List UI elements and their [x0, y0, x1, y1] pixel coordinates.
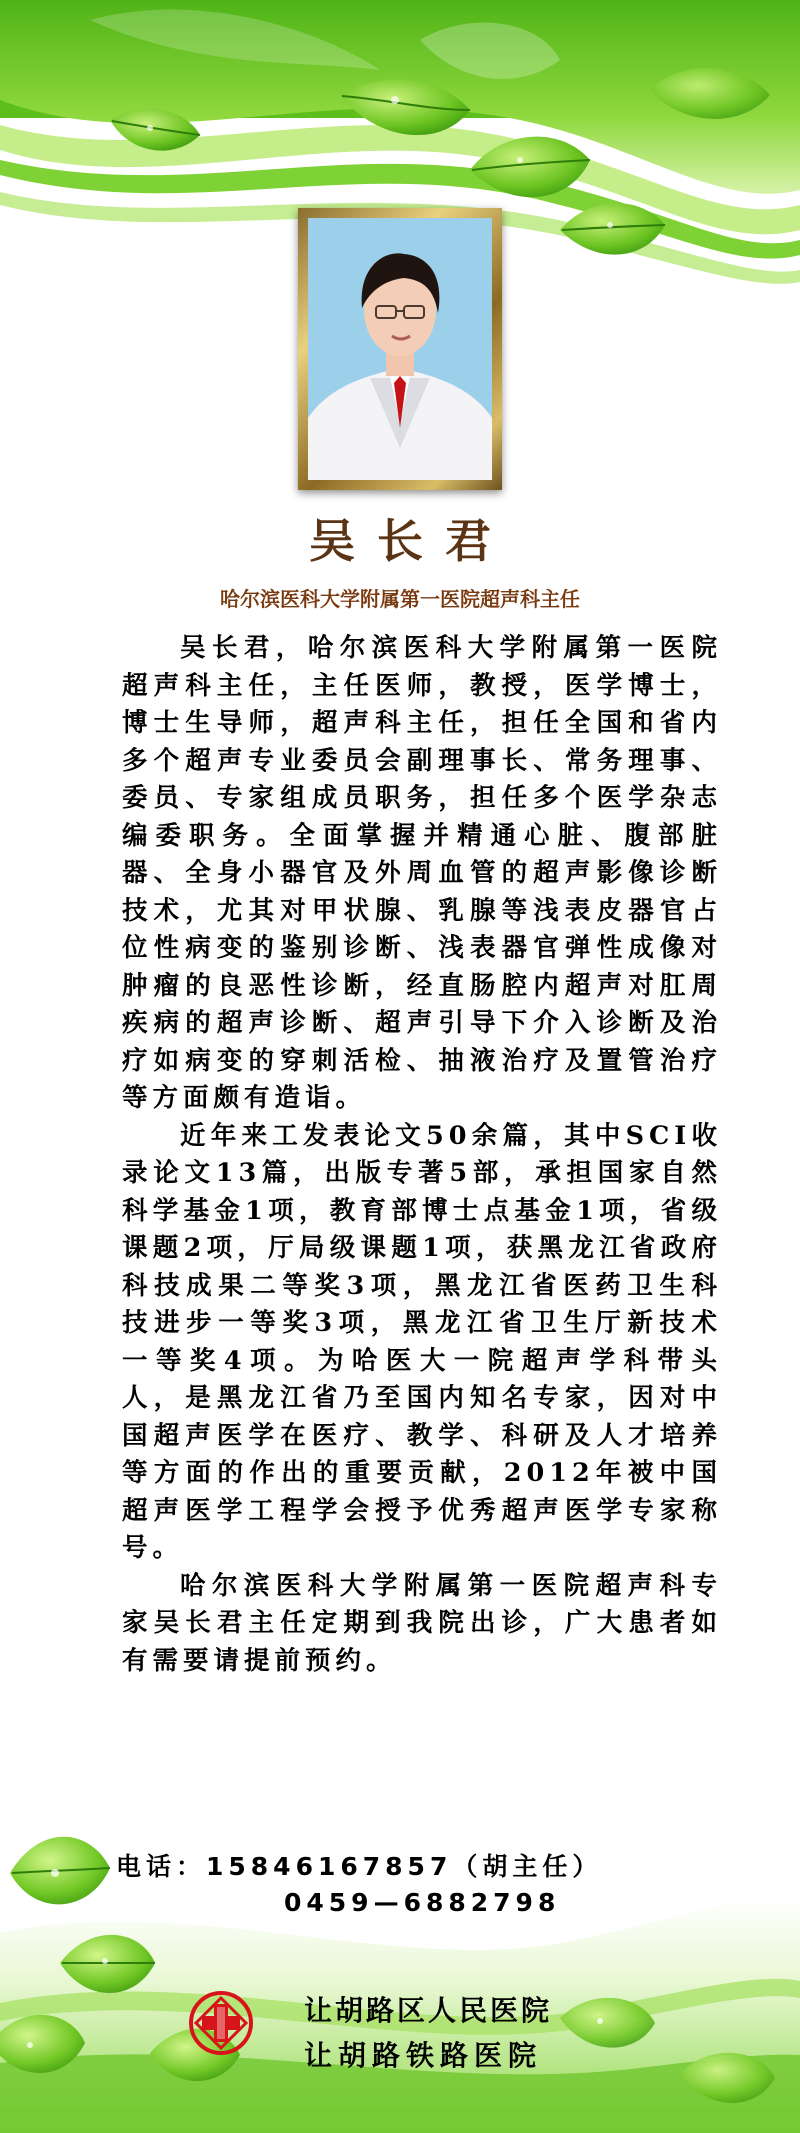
biography: [122, 630, 722, 1680]
hospital-name-1: 让胡路区人民医院: [304, 1994, 553, 2027]
bio-paragraph-2: 近年来工发表论文50余篇，其中SCI收录论文13篇，出版专著5部，承担国家自然科学基金1项，教育部博士点基金1项，省级课题2项，厅局级课题1项，获黑龙江省政府科技成果二等奖3项，黑龙江省医药卫生科技进步一等奖3项，黑龙江省卫生厅新技术一等奖4项。为哈医大一院超声学科带头人，是黑龙江省乃至国内知名专家，因对中国超声医学在医疗、教学、科研及人才培养等方面的作出的重要贡献，2012年被中国超声医学工程学会授予优秀超声医学专家称号。: [122, 1120, 722, 1563]
bio-paragraph-3: 哈尔滨医科大学附属第一医院超声科专家吴长君主任定期到我院出诊，广大患者如有需要请提前预约。: [122, 1570, 722, 1676]
bottom-leaf-decoration: [0, 1793, 800, 2133]
phone-line: 电话：15846167857（胡主任）: [116, 1852, 603, 1881]
portrait-illustration: [308, 218, 492, 480]
bio-paragraph-1: 吴长君，哈尔滨医科大学附属第一医院超声科主任，主任医师，教授，医学博士，博士生导师，超声科主任，担任全国和省内多个超声专业委员会副理事长、常务理事、委员、专家组成员职务，担任多个医学杂志编委职务。全面掌握并精通心脏、腹部脏器、全身小器官及外周血管的超声影像诊断技术，尤其对甲状腺、乳腺等浅表皮器官占位性病变的鉴别诊断、浅表器官弹性成像对肿瘤的良恶性诊断，经直肠腔内超声对肛周疾病的超声诊断、超声引导下介入诊断及治疗如病变的穿刺活检、抽液治疗及置管治疗等方面颇有造诣。: [122, 633, 722, 1113]
hospital-name-2: 让胡路铁路医院: [304, 2039, 543, 2072]
photo-frame: [298, 208, 502, 490]
phone-alt: 0459—6882798: [284, 1888, 561, 1917]
doctor-name: 吴长君: [309, 514, 513, 568]
red-cross-logo-icon: [188, 1990, 254, 2056]
doctor-title: 哈尔滨医科大学附属第一医院超声科主任: [220, 587, 580, 611]
doctor-portrait: [308, 218, 492, 480]
